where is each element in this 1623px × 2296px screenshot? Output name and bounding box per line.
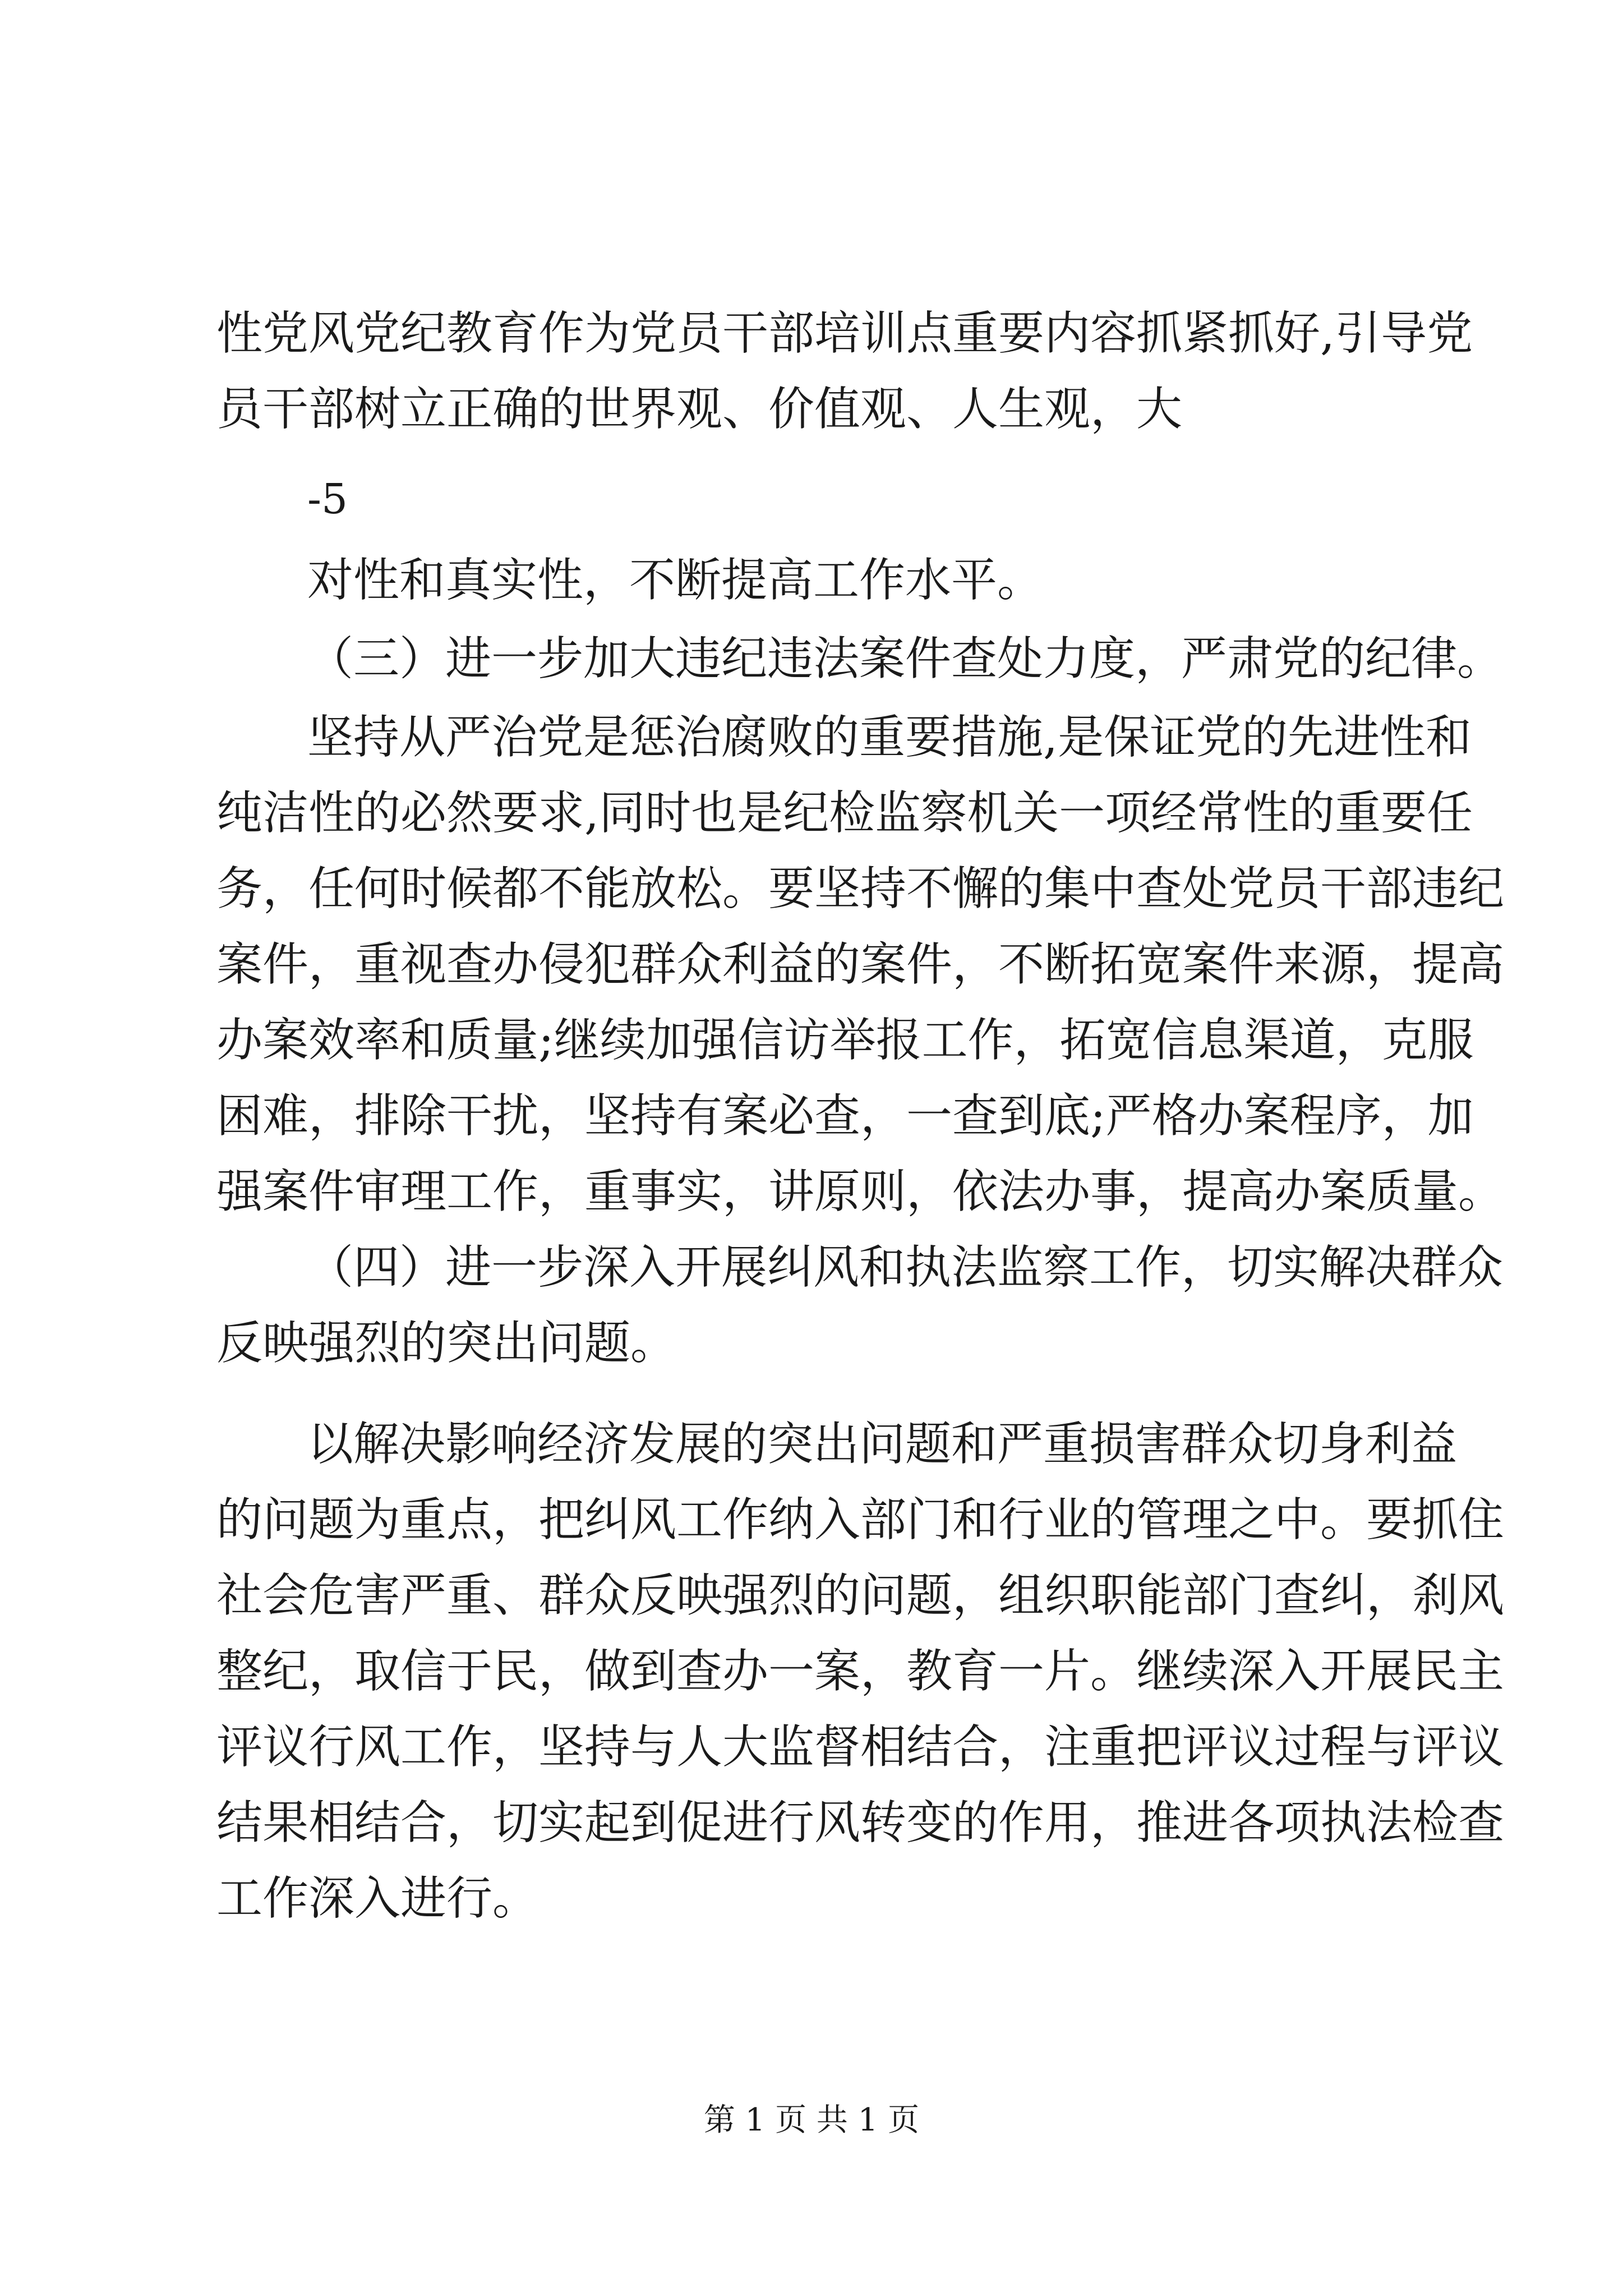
- inline-page-marker: -5: [307, 475, 348, 523]
- page-footer: 第 1 页 共 1 页: [703, 2102, 920, 2138]
- body-text-line: 结果相结合，切实起到促进行风转变的作用，推进各项执法检查: [216, 1796, 1505, 1849]
- body-text-line: 社会危害严重、群众反映强烈的问题，组织职能部门查纠，刹风: [216, 1569, 1505, 1622]
- body-text-line: 以解决影响经济发展的突出问题和严重损害群众切身利益: [307, 1418, 1458, 1471]
- body-text-line: 性党风党纪教育作为党员干部培训点重要内容抓紧抓好,引导党: [216, 307, 1473, 360]
- body-text-line: 案件，重视查办侵犯群众利益的案件，不断拓宽案件来源，提高: [216, 938, 1505, 991]
- body-text-line: 工作深入进行。: [216, 1872, 539, 1925]
- body-text-line: 强案件审理工作，重事实，讲原则，依法办事，提高办案质量。: [216, 1165, 1505, 1218]
- body-text-line: 评议行风工作，坚持与人大监督相结合，注重把评议过程与评议: [216, 1720, 1505, 1774]
- section-heading: （四）进一步深入开展纠风和执法监察工作，切实解决群众: [307, 1241, 1504, 1294]
- body-text-line: 员干部树立正确的世界观、价值观、人生观，大: [216, 383, 1183, 436]
- section-heading: 反映强烈的突出问题。: [216, 1317, 677, 1370]
- body-text-line: 办案效率和质量;继续加强信访举报工作，拓宽信息渠道，克服: [216, 1014, 1474, 1067]
- body-text-line: 对性和真实性，不断提高工作水平。: [307, 554, 1044, 607]
- body-text-line: 务，任何时候都不能放松。要坚持不懈的集中查处党员干部违纪: [216, 862, 1505, 915]
- body-text-line: 纯洁性的必然要求,同时也是纪检监察机关一项经常性的重要任: [216, 786, 1473, 840]
- body-text-line: 的问题为重点，把纠风工作纳入部门和行业的管理之中。要抓住: [216, 1493, 1505, 1547]
- body-text-line: 坚持从严治党是惩治腐败的重要措施,是保证党的先进性和: [307, 711, 1472, 764]
- body-text-line: 整纪，取信于民，做到查办一案，教育一片。继续深入开展民主: [216, 1645, 1505, 1698]
- body-text-line: 困难，排除干扰，坚持有案必查，一查到底;严格办案程序，加: [216, 1089, 1474, 1143]
- section-heading: （三）进一步加大违纪违法案件查处力度，严肃党的纪律。: [307, 632, 1504, 685]
